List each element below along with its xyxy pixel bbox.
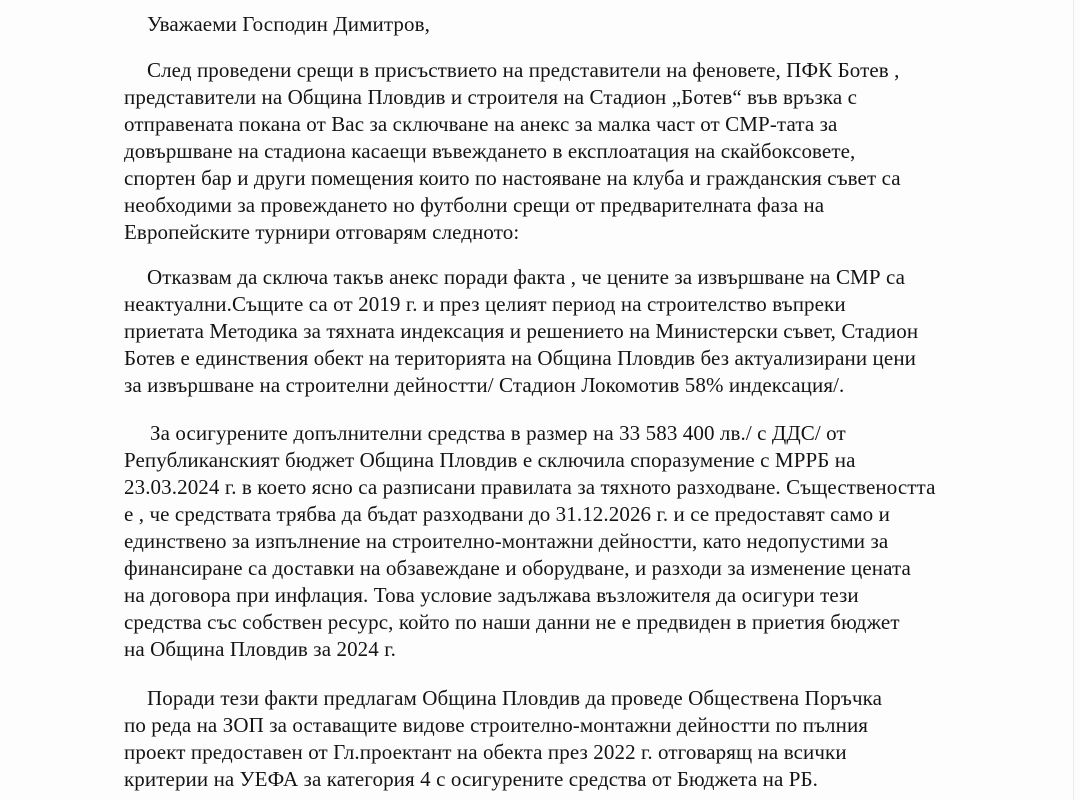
paragraph-line: 23.03.2024 г. в което ясно са разписани правилата за тяхното разходване. Съществеността: [124, 475, 936, 499]
paragraph-line: приетата Методика за тяхната индексация и решението на Министерски съвет, Стадион: [124, 319, 919, 343]
paragraph-line: финансиране са доставки на обзавеждане и оборудване, и разходи за изменение цената: [124, 556, 911, 580]
paragraph-line: довършване на стадиона касаещи въвеждането в експлоатация на скайбоксовете,: [124, 139, 856, 163]
paragraph-line: средства със собствен ресурс, който по наши данни не е предвиден в приетия бюджет: [124, 610, 900, 634]
paragraph-line: проект предоставен от Гл.проектант на обекта през 2022 г. отговарящ на всички: [124, 740, 847, 764]
paragraph-line: на договора при инфлация. Това условие задължава възложителя да осигури тези: [124, 583, 859, 607]
page-edge-line: [1073, 0, 1074, 800]
salutation: Уважаеми Господин Димитров,: [147, 12, 430, 36]
paragraph-line: неактуални.Същите са от 2019 г. и през целият период на строителство въпреки: [124, 292, 846, 316]
paragraph-line: Отказвам да сключа такъв анекс поради факта , че цените за извършване на СМР са: [147, 265, 906, 289]
paragraph-line: След проведени срещи в присъствието на представители на феновете, ПФК Ботев ,: [147, 58, 900, 82]
paragraph-line: по реда на ЗОП за оставащите видове строително-монтажни дейностти по пълния: [124, 713, 869, 737]
paragraph-line: Ботев е единствения обект на територията на Община Пловдив без актуализирани цени: [124, 346, 916, 370]
paragraph-line: представители на Община Пловдив и строителя на Стадион „Ботев“ във връзка с: [124, 85, 858, 109]
paragraph-line: Поради тези факти предлагам Община Пловдив да проведе Обществена Поръчка: [147, 686, 883, 710]
paragraph-line: спортен бар и други помещения които по настояване на клуба и гражданския съвет са: [124, 166, 901, 190]
paragraph-line: необходими за провеждането но футболни срещи от предварителната фаза на: [124, 193, 825, 217]
paragraph-line: единствено за изпълнение на строително-монтажни дейностти, като недопустими за: [124, 529, 889, 553]
paragraph-line: отправената покана от Вас за сключване на анекс за малка част от СМР-тата за: [124, 112, 838, 136]
paragraph-line: е , че средствата трябва да бъдат разходвани до 31.12.2026 г. и се предоставят само и: [124, 502, 890, 526]
paragraph-line: Европейските турнири отговарям следното:: [124, 220, 520, 244]
paragraph-line: на Община Пловдив за 2024 г.: [124, 637, 396, 661]
paragraph-line: критерии на УЕФА за категория 4 с осигурените средства от Бюджета на РБ.: [124, 767, 819, 791]
paragraph-line: Републиканският бюджет Община Пловдив е сключила споразумение с МРРБ на: [124, 448, 856, 472]
paragraph-line: за извършване на строителни дейностти/ Стадион Локомотив 58% индексация/.: [124, 373, 845, 397]
paragraph-line: За осигурените допълнителни средства в размер на 33 583 400 лв./ с ДДС/ от: [150, 421, 846, 445]
